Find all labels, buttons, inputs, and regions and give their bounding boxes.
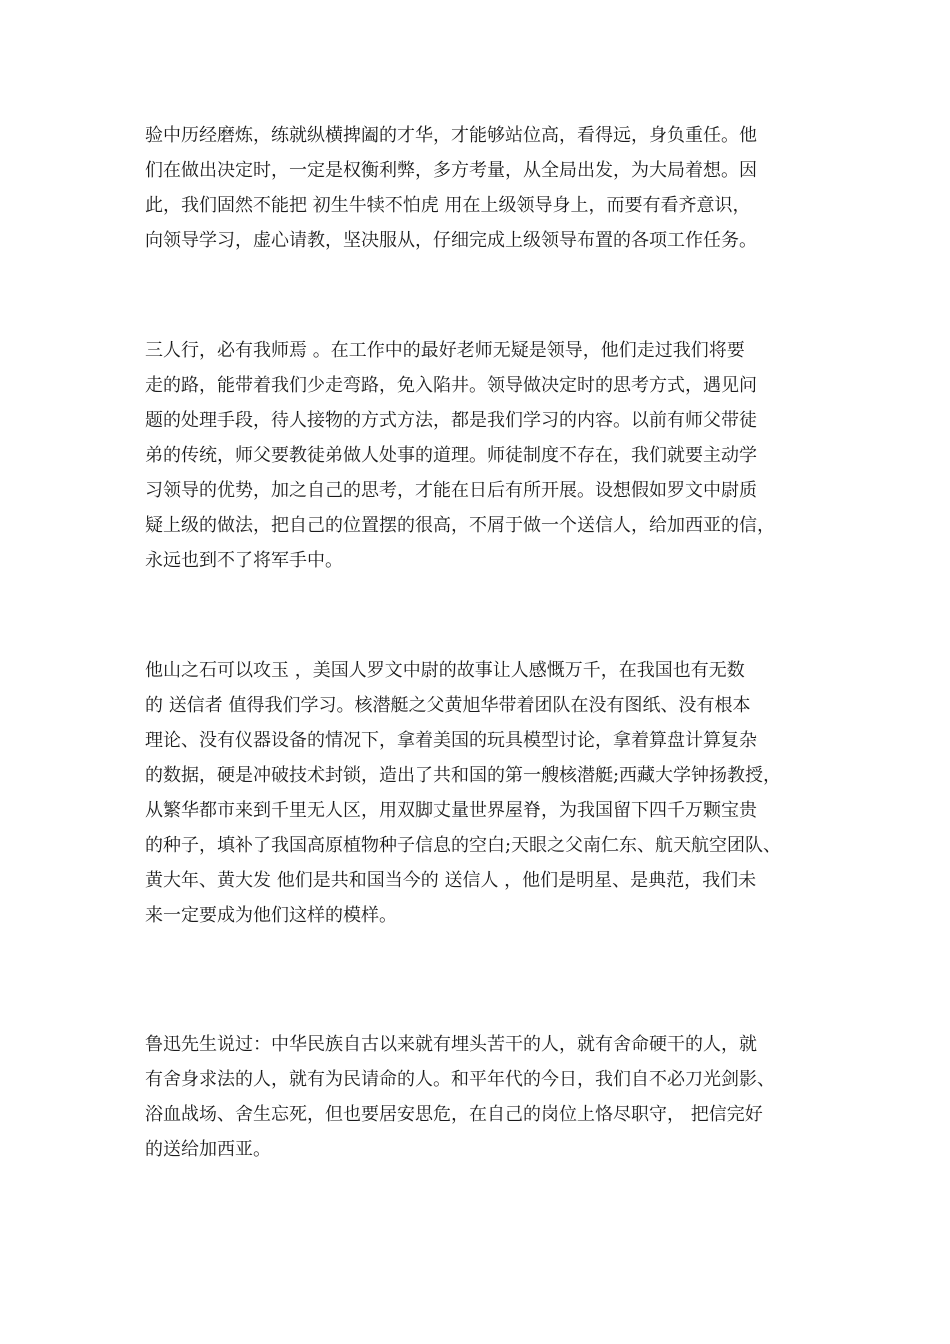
text-line: 们在做出决定时，一定是权衡利弊，多方考量，从全局出发，为大局着想。因 [145,160,757,181]
paragraph-4 [145,1027,810,1167]
text-line: 此，我们固然不能把 初生牛犊不怕虎 用在上级领导身上，而要有看齐意识， [145,195,751,216]
text-line: 理论、没有仪器设备的情况下，拿着美国的玩具模型讨论，拿着算盘计算复杂 [145,730,757,751]
text-line: 浴血战场、舍生忘死，但也要居安思危，在自己的岗位上恪尽职守， 把信完好 [145,1104,763,1125]
text-line: 的送给加西亚。 [145,1139,271,1160]
text-line: 习领导的优势，加之自己的思考，才能在日后有所开展。设想假如罗文中尉质 [145,480,757,501]
text-line: 来一定要成为他们这样的模样。 [145,905,397,926]
text-line: 题的处理手段，待人接物的方式方法，都是我们学习的内容。以前有师父带徒 [145,410,757,431]
text-line: 他山之石可以攻玉 ，美国人罗文中尉的故事让人感慨万千，在我国也有无数 [145,660,745,681]
paragraph-2 [145,333,810,578]
paragraph-3 [145,653,810,933]
text-line: 三人行，必有我师焉 。在工作中的最好老师无疑是领导，他们走过我们将要 [145,340,745,361]
text-line: 鲁迅先生说过：中华民族自古以来就有埋头苦干的人，就有舍命硬干的人，就 [145,1034,757,1055]
text-line: 的数据，硬是冲破技术封锁，造出了共和国的第一艘核潜艇;西藏大学钟扬教授， [145,765,782,786]
text-line: 永远也到不了将军手中。 [145,550,343,571]
text-line: 的 送信者 值得我们学习。核潜艇之父黄旭华带着团队在没有图纸、没有根本 [145,695,751,716]
text-line: 向领导学习，虚心请教，坚决服从，仔细完成上级领导布置的各项工作任务。 [145,230,757,251]
text-line: 弟的传统，师父要教徒弟做人处事的道理。师徒制度不存在，我们就要主动学 [145,445,757,466]
text-line: 有舍身求法的人，就有为民请命的人。和平年代的今日，我们自不必刀光剑影、 [145,1069,775,1090]
text-line: 走的路，能带着我们少走弯路，免入陷井。领导做决定时的思考方式，遇见问 [145,375,757,396]
paragraph-1 [145,118,810,258]
text-line: 疑上级的做法，把自己的位置摆的很高，不屑于做一个送信人，给加西亚的信， [145,515,775,536]
text-line: 的种子，填补了我国高原植物种子信息的空白;天眼之父南仁东、航天航空团队、 [145,835,782,856]
text-line: 从繁华都市来到千里无人区，用双脚丈量世界屋脊，为我国留下四千万颗宝贵 [145,800,757,821]
text-line: 黄大年、黄大发 他们是共和国当今的 送信人 ，他们是明星、是典范，我们未 [145,870,757,891]
text-line: 验中历经磨炼，练就纵横捭阖的才华，才能够站位高，看得远，身负重任。他 [145,125,757,146]
